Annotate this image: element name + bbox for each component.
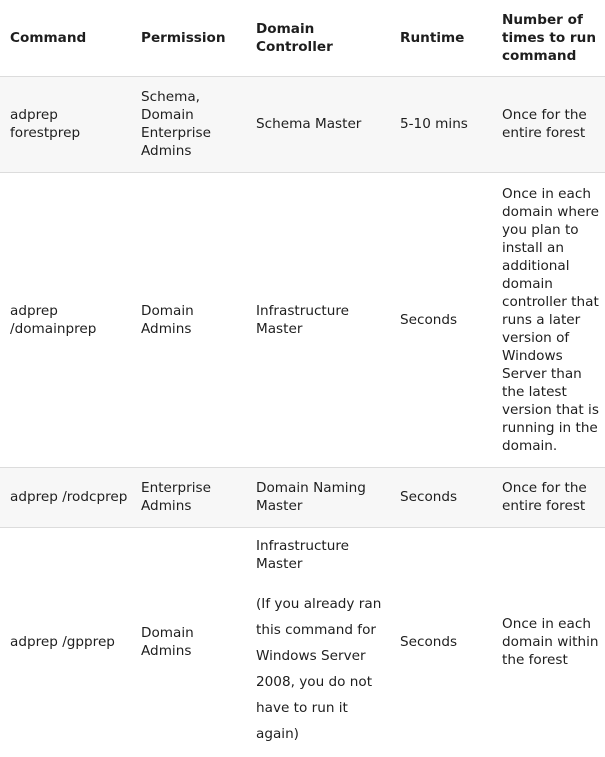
table-row bbox=[0, 467, 605, 527]
cell-runtime: 5-10 mins bbox=[400, 116, 468, 132]
cell-permission: Domain Admins bbox=[141, 624, 194, 659]
cell-command: adprep forestprep bbox=[10, 107, 81, 141]
cell-times: Once in each domain where you plan to install an additional domain controller that runs a later version of Windows Server than the latest version that is running in the domain. bbox=[502, 185, 599, 454]
cell-domain-controller: Domain Naming Master bbox=[256, 480, 366, 514]
header-runtime: Runtime bbox=[400, 29, 465, 46]
table-row bbox=[0, 527, 605, 756]
cell-command: adprep /gpprep bbox=[10, 633, 115, 650]
cell-times: Once for the entire forest bbox=[502, 107, 587, 141]
domain-controller-note: (If you already ran this command for Windows Server 2008, you do not have to run it again) bbox=[256, 595, 382, 742]
header-permission: Permission bbox=[141, 29, 226, 46]
domain-controller-name: Infrastructure Master bbox=[256, 537, 350, 572]
header-times: Number of times to run command bbox=[502, 11, 596, 64]
table-body bbox=[0, 76, 605, 756]
cell-runtime: Seconds bbox=[400, 633, 458, 650]
cell-command: adprep /domainprep bbox=[10, 302, 97, 337]
cell-permission: Domain Admins bbox=[141, 302, 194, 337]
header-domain-controller: Domain Controller bbox=[256, 20, 333, 55]
header-row bbox=[0, 0, 605, 76]
table-header bbox=[0, 0, 605, 76]
cell-times: Once in each domain within the forest bbox=[502, 615, 599, 668]
cell-domain-controller: Schema Master bbox=[256, 116, 362, 132]
cell-domain-controller: Infrastructure Master bbox=[256, 302, 350, 337]
cell-permission: Schema, Domain Enterprise Admins bbox=[141, 89, 211, 159]
cell-times: Once for the entire forest bbox=[502, 480, 587, 514]
table-row bbox=[0, 172, 605, 467]
table-row bbox=[0, 76, 605, 172]
header-command: Command bbox=[10, 29, 87, 46]
cell-command: adprep /rodcprep bbox=[10, 489, 128, 505]
cell-domain-controller bbox=[246, 527, 390, 756]
cell-runtime: Seconds bbox=[400, 489, 458, 505]
cell-runtime: Seconds bbox=[400, 311, 458, 328]
cell-permission: Enterprise Admins bbox=[141, 480, 211, 514]
